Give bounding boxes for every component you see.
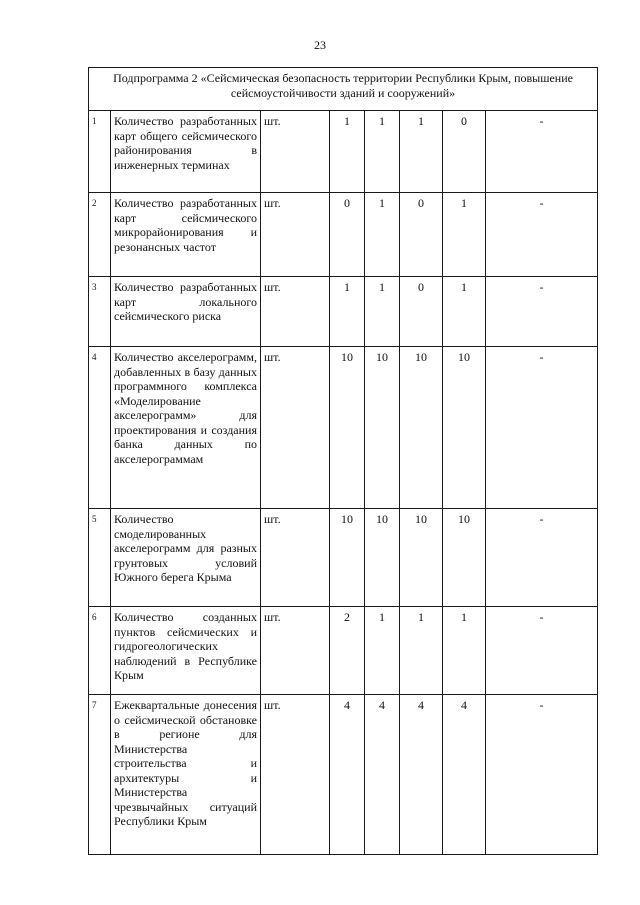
note-cell: -	[486, 347, 598, 509]
value-cell: 4	[330, 695, 365, 855]
value-cell: 1	[365, 607, 400, 695]
value-cell: 1	[365, 111, 400, 193]
note-cell: -	[486, 509, 598, 607]
value-cell: 10	[330, 509, 365, 607]
unit-cell: шт.	[261, 277, 330, 347]
value-cell: 4	[365, 695, 400, 855]
value-cell: 10	[443, 347, 486, 509]
table-row	[89, 347, 598, 509]
unit-cell: шт.	[261, 347, 330, 509]
value-cell: 0	[400, 193, 443, 277]
row-number: 3	[89, 277, 111, 347]
unit-cell: шт.	[261, 607, 330, 695]
value-cell: 0	[443, 111, 486, 193]
subprogram-title: Подпрограмма 2 «Сейсмическая безопасность территории Республики Крым, повышение сейсмоустойчивости зданий и сооружений»	[89, 68, 598, 111]
row-number: 2	[89, 193, 111, 277]
unit-cell: шт.	[261, 695, 330, 855]
indicator-name: Количество акселерограмм, добавленных в базу данных программного комплекса «Моделирование акселерограмм» для проектирования и создания банка данных по акселерограммам	[111, 347, 261, 509]
table-row	[89, 111, 598, 193]
indicator-name: Ежеквартальные донесения о сейсмической обстановке в регионе для Министерства строительства и архитектуры и Министерства чрезвычайных ситуаций Республики Крым	[111, 695, 261, 855]
indicator-name: Количество разработанных карт общего сейсмического районирования в инженерных терминах	[111, 111, 261, 193]
row-number: 7	[89, 695, 111, 855]
indicator-name: Количество смоделированных акселерограмм для разных грунтовых условий Южного берега Крыма	[111, 509, 261, 607]
note-cell: -	[486, 277, 598, 347]
value-cell: 10	[443, 509, 486, 607]
row-number: 1	[89, 111, 111, 193]
value-cell: 1	[400, 607, 443, 695]
value-cell: 4	[400, 695, 443, 855]
value-cell: 1	[365, 277, 400, 347]
value-cell: 1	[330, 111, 365, 193]
value-cell: 4	[443, 695, 486, 855]
value-cell: 10	[400, 347, 443, 509]
value-cell: 1	[443, 193, 486, 277]
table-row	[89, 193, 598, 277]
note-cell: -	[486, 111, 598, 193]
table-row	[89, 695, 598, 855]
value-cell: 1	[443, 607, 486, 695]
indicator-name: Количество разработанных карт сейсмического микрорайонирования и резонансных частот	[111, 193, 261, 277]
unit-cell: шт.	[261, 111, 330, 193]
value-cell: 2	[330, 607, 365, 695]
indicator-name: Количество разработанных карт локального сейсмического риска	[111, 277, 261, 347]
value-cell: 10	[400, 509, 443, 607]
value-cell: 10	[330, 347, 365, 509]
unit-cell: шт.	[261, 193, 330, 277]
value-cell: 1	[330, 277, 365, 347]
row-number: 4	[89, 347, 111, 509]
page-number: 23	[314, 38, 326, 52]
note-cell: -	[486, 193, 598, 277]
value-cell: 10	[365, 509, 400, 607]
value-cell: 1	[443, 277, 486, 347]
table-row	[89, 277, 598, 347]
indicator-name: Количество созданных пунктов сейсмических и гидрогеологических наблюдений в Республике Крым	[111, 607, 261, 695]
value-cell: 1	[400, 111, 443, 193]
table-header-row	[89, 68, 598, 111]
table-row	[89, 607, 598, 695]
unit-cell: шт.	[261, 509, 330, 607]
row-number: 5	[89, 509, 111, 607]
value-cell: 10	[365, 347, 400, 509]
value-cell: 0	[400, 277, 443, 347]
row-number: 6	[89, 607, 111, 695]
value-cell: 0	[330, 193, 365, 277]
note-cell: -	[486, 695, 598, 855]
note-cell: -	[486, 607, 598, 695]
indicators-table	[88, 67, 598, 855]
value-cell: 1	[365, 193, 400, 277]
table-row	[89, 509, 598, 607]
